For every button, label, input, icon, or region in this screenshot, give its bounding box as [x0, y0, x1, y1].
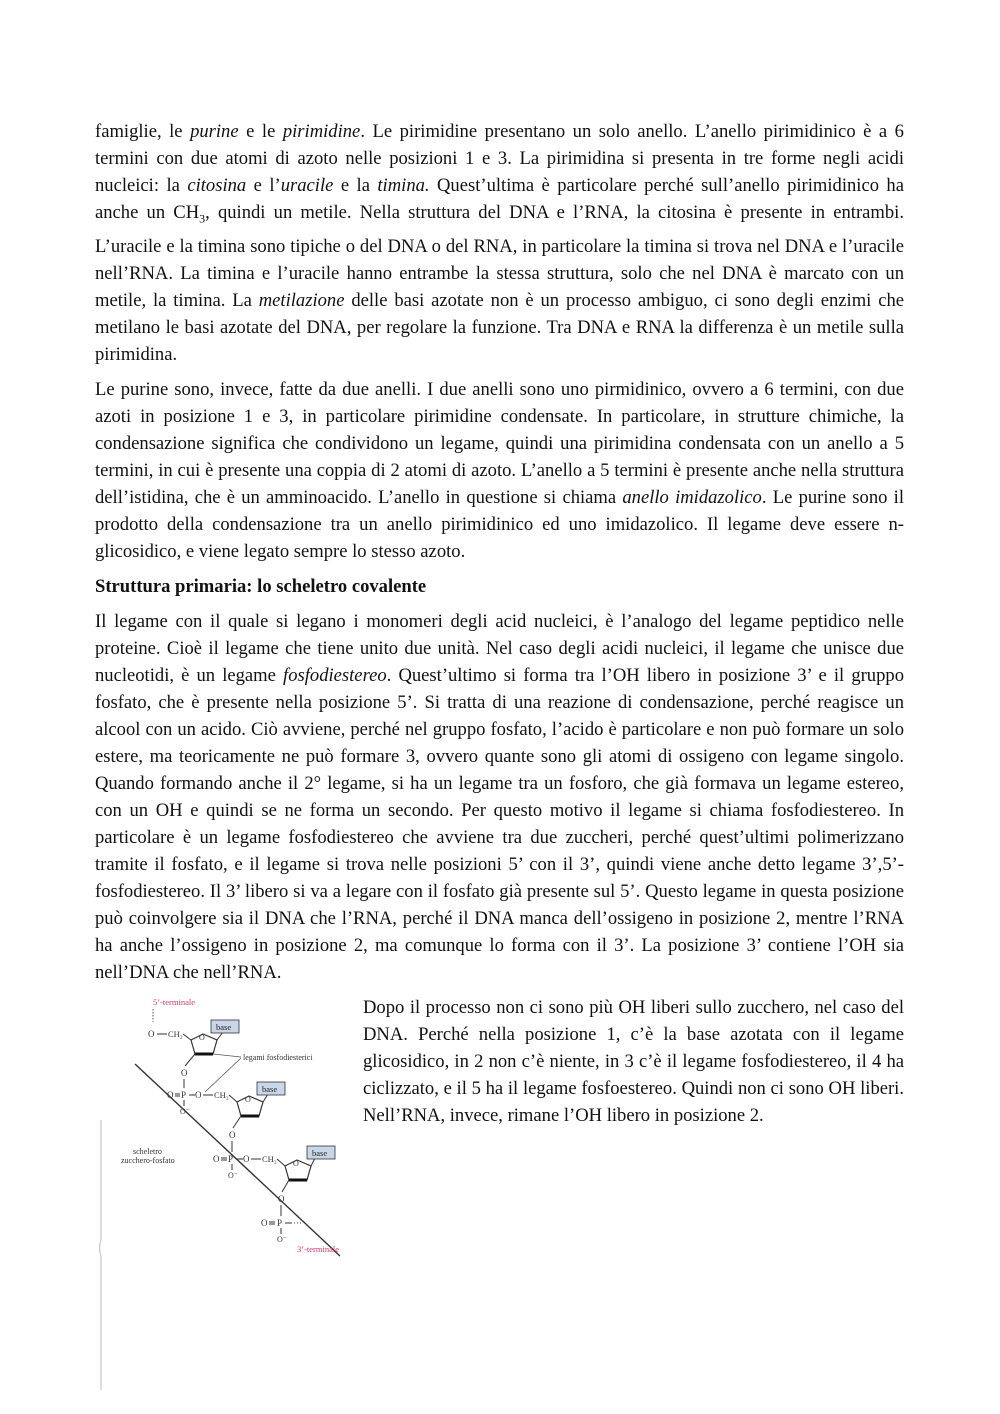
atom-o-minus: O⁻: [277, 1234, 287, 1244]
italic-term: fosfodiestereo: [283, 664, 387, 686]
atom-ch2: CH₂: [262, 1153, 277, 1164]
atom-p: P: [277, 1217, 283, 1228]
text-run: . Quest’ultimo si forma tra l’OH libero in posizione 3’ e il gruppo fosfato, che è presente nella posizione 5’. Si tratta di una reazione di condensazione, perché reagisce un alcool con un acido. Ciò avviene, perché nel gruppo fosfato, l’acido è particolare e non può formare un solo estere, ma teoricamente ne può formare 3, ovvero quante sono gli atomi di ossigeno con legame singolo. Quando formando anche il 2° legame, si ha un legame tra un fosforo, che già formava un legame estereo, con un OH e quindi se ne forma un secondo. Per questo motivo il legame si chiama fosfodiestereo. In particolare è un legame fosfodiestereo che avviene tra due zuccheri, perché quest’ultimi polimerizzano tramite il fosfato, e il legame si trova nelle posizioni 5’ con il 3’, quindi viene anche detto legame 3’,5’-fosfodiestereo. Il 3’ libero si va a legare con il fosfato già presente sul 5’. Questo legame in questa posizione può coinvolgere sia il DNA che l’RNA, perché il DNA manca dell’ossigeno in posizione 2, mentre l’RNA ha anche l’ossigeno in posizione 2, ma comunque lo forma con il 3’. La posizione 3’ contiene l’OH sia nell’DNA che nell’RNA.: [95, 664, 904, 983]
italic-term: timina.: [377, 175, 430, 196]
atom-p: P: [228, 1153, 234, 1164]
atom-ch2: CH₂: [214, 1089, 229, 1100]
ring-oxygen: O: [245, 1094, 251, 1104]
base-label: base: [216, 1021, 232, 1032]
atom-o: O: [243, 1153, 250, 1164]
text-run: . Le pirimidine presentano un solo anello. L’anello pirimidinico è a 6 termini con due atomi di azoto nelle posizioni 1 e 3. La pirimidina si presenta in tre forme negli acidi nucleici: la: [95, 121, 904, 196]
base-label: base: [312, 1147, 328, 1158]
three-prime-label: 3’-terminale: [297, 1243, 340, 1254]
text-run: Le purine sono, invece, fatte da due anelli. I due anelli sono uno pirmidinico, ovvero a 6 termini, con due azoti in posizione 1 e 3, in particolare pirimidine condensate. In particolare, in strutture chimiche, la condensazione significa che condividono un legame, quindi una pirimidina condensata con un anello a 5 termini, in cui è presente una coppia di 2 atomi di azoto. L’anello a 5 termini è presente anche nella struttura dell’istidina, che è un amminoacido. L’anello in questione si chiama: [95, 378, 904, 508]
subscript: 3: [199, 211, 206, 226]
page-edge-mark: [97, 1120, 105, 1390]
italic-term: anello imidazolico: [622, 486, 762, 508]
five-prime-label: 5’-terminale: [153, 996, 196, 1007]
italic-term: citosina: [187, 175, 247, 196]
text-run: delle basi azotate non è un processo ambiguo, ci sono degli enzimi che metilano le basi azotate del DNA, per regolare la funzione. Tra DNA e RNA la differenza è un metile sulla pirimidina.: [95, 289, 905, 365]
atom-o: O: [213, 1153, 220, 1164]
chain-continues: ···: [293, 1217, 302, 1228]
atom-o-minus: O⁻: [228, 1170, 238, 1180]
atom-o-minus: O⁻: [180, 1106, 190, 1116]
atom-o: O: [167, 1089, 174, 1100]
figure-side-text: Dopo il processo non ci sono più OH liberi sullo zucchero, nel caso del DNA. Perché nella posizione 1, c’è la base azotata con il legame glicosidico, in 2 non c’è niente, in 3 c’è il legame fosfodiestereo, il 4 ha ciclizzato, e il 5 ha il legame fosfoestereo. Quindi non ci sono OH liberi. Nell’RNA, invece, rimane l’OH libero in posizione 2.: [363, 996, 904, 1126]
atom-o: O: [278, 1193, 285, 1204]
backbone-label-line2: zucchero-fosfato: [121, 1155, 175, 1165]
text-run: famiglie, le: [95, 121, 191, 142]
atom-o: O: [195, 1089, 202, 1100]
backbone-label-line1: scheletro: [133, 1146, 162, 1156]
italic-term: purine: [190, 121, 239, 142]
atom-o: O: [181, 1067, 188, 1078]
atom-p: P: [181, 1089, 187, 1100]
text-run: Il legame con il quale si legano i monomeri degli acid nucleici, è l’analogo del legame peptidico nelle proteine. Cioè il legame che tiene unito due unità. Nel caso degli acidi nucleici, il legame che unisce due nucleotidi, è un legame: [95, 610, 904, 686]
page-content: [95, 118, 904, 1264]
italic-term: pirimidine: [282, 121, 361, 142]
sugar-phosphate-backbone-figure: [95, 994, 347, 1264]
ring-oxygen: O: [199, 1032, 205, 1042]
italic-term: metilazione: [258, 289, 345, 311]
bonds-label: legami fosfodiesterici: [243, 1052, 313, 1062]
text-run: e l’: [246, 175, 281, 196]
atom-o: O: [229, 1129, 236, 1140]
section-heading: Struttura primaria: lo scheletro covalente: [95, 575, 427, 597]
atom-ch2: CH₂: [168, 1028, 183, 1039]
text-run: , quindi un metile. Nella struttura del DNA e l’RNA, la citosina è presente in entrambi. L’uracile e la timina sono tipiche o del DNA o del RNA, in particolare la timina si trova nel DNA e l’uracile nell’RNA. La timina e l’uracile hanno entrambe la stessa struttura, solo che nel DNA è marcato con un metile, la timina. La: [95, 202, 904, 311]
text-run: e le: [238, 121, 283, 142]
italic-term: uracile: [280, 175, 334, 196]
figure-row: [95, 994, 904, 1264]
paragraph-purines: [95, 376, 904, 565]
text-run: e la: [333, 175, 378, 196]
text-run: Quest’ultima è particolare perché sull’anello pirimidinico ha anche un CH: [95, 175, 904, 223]
ring-oxygen: O: [293, 1158, 299, 1168]
backbone-diagram: [95, 994, 347, 1264]
paragraph-pyrimidines: [95, 118, 904, 368]
text-run: . Le purine sono il prodotto della condensazione tra un anello pirimidinico ed uno imidazolico. Il legame deve essere n-glicosidico, e viene legato sempre lo stesso azoto.: [95, 486, 904, 562]
atom-o: O: [261, 1217, 268, 1228]
paragraph-phosphodiester: [95, 608, 904, 986]
base-label: base: [262, 1083, 278, 1094]
atom-o: O: [148, 1028, 155, 1039]
